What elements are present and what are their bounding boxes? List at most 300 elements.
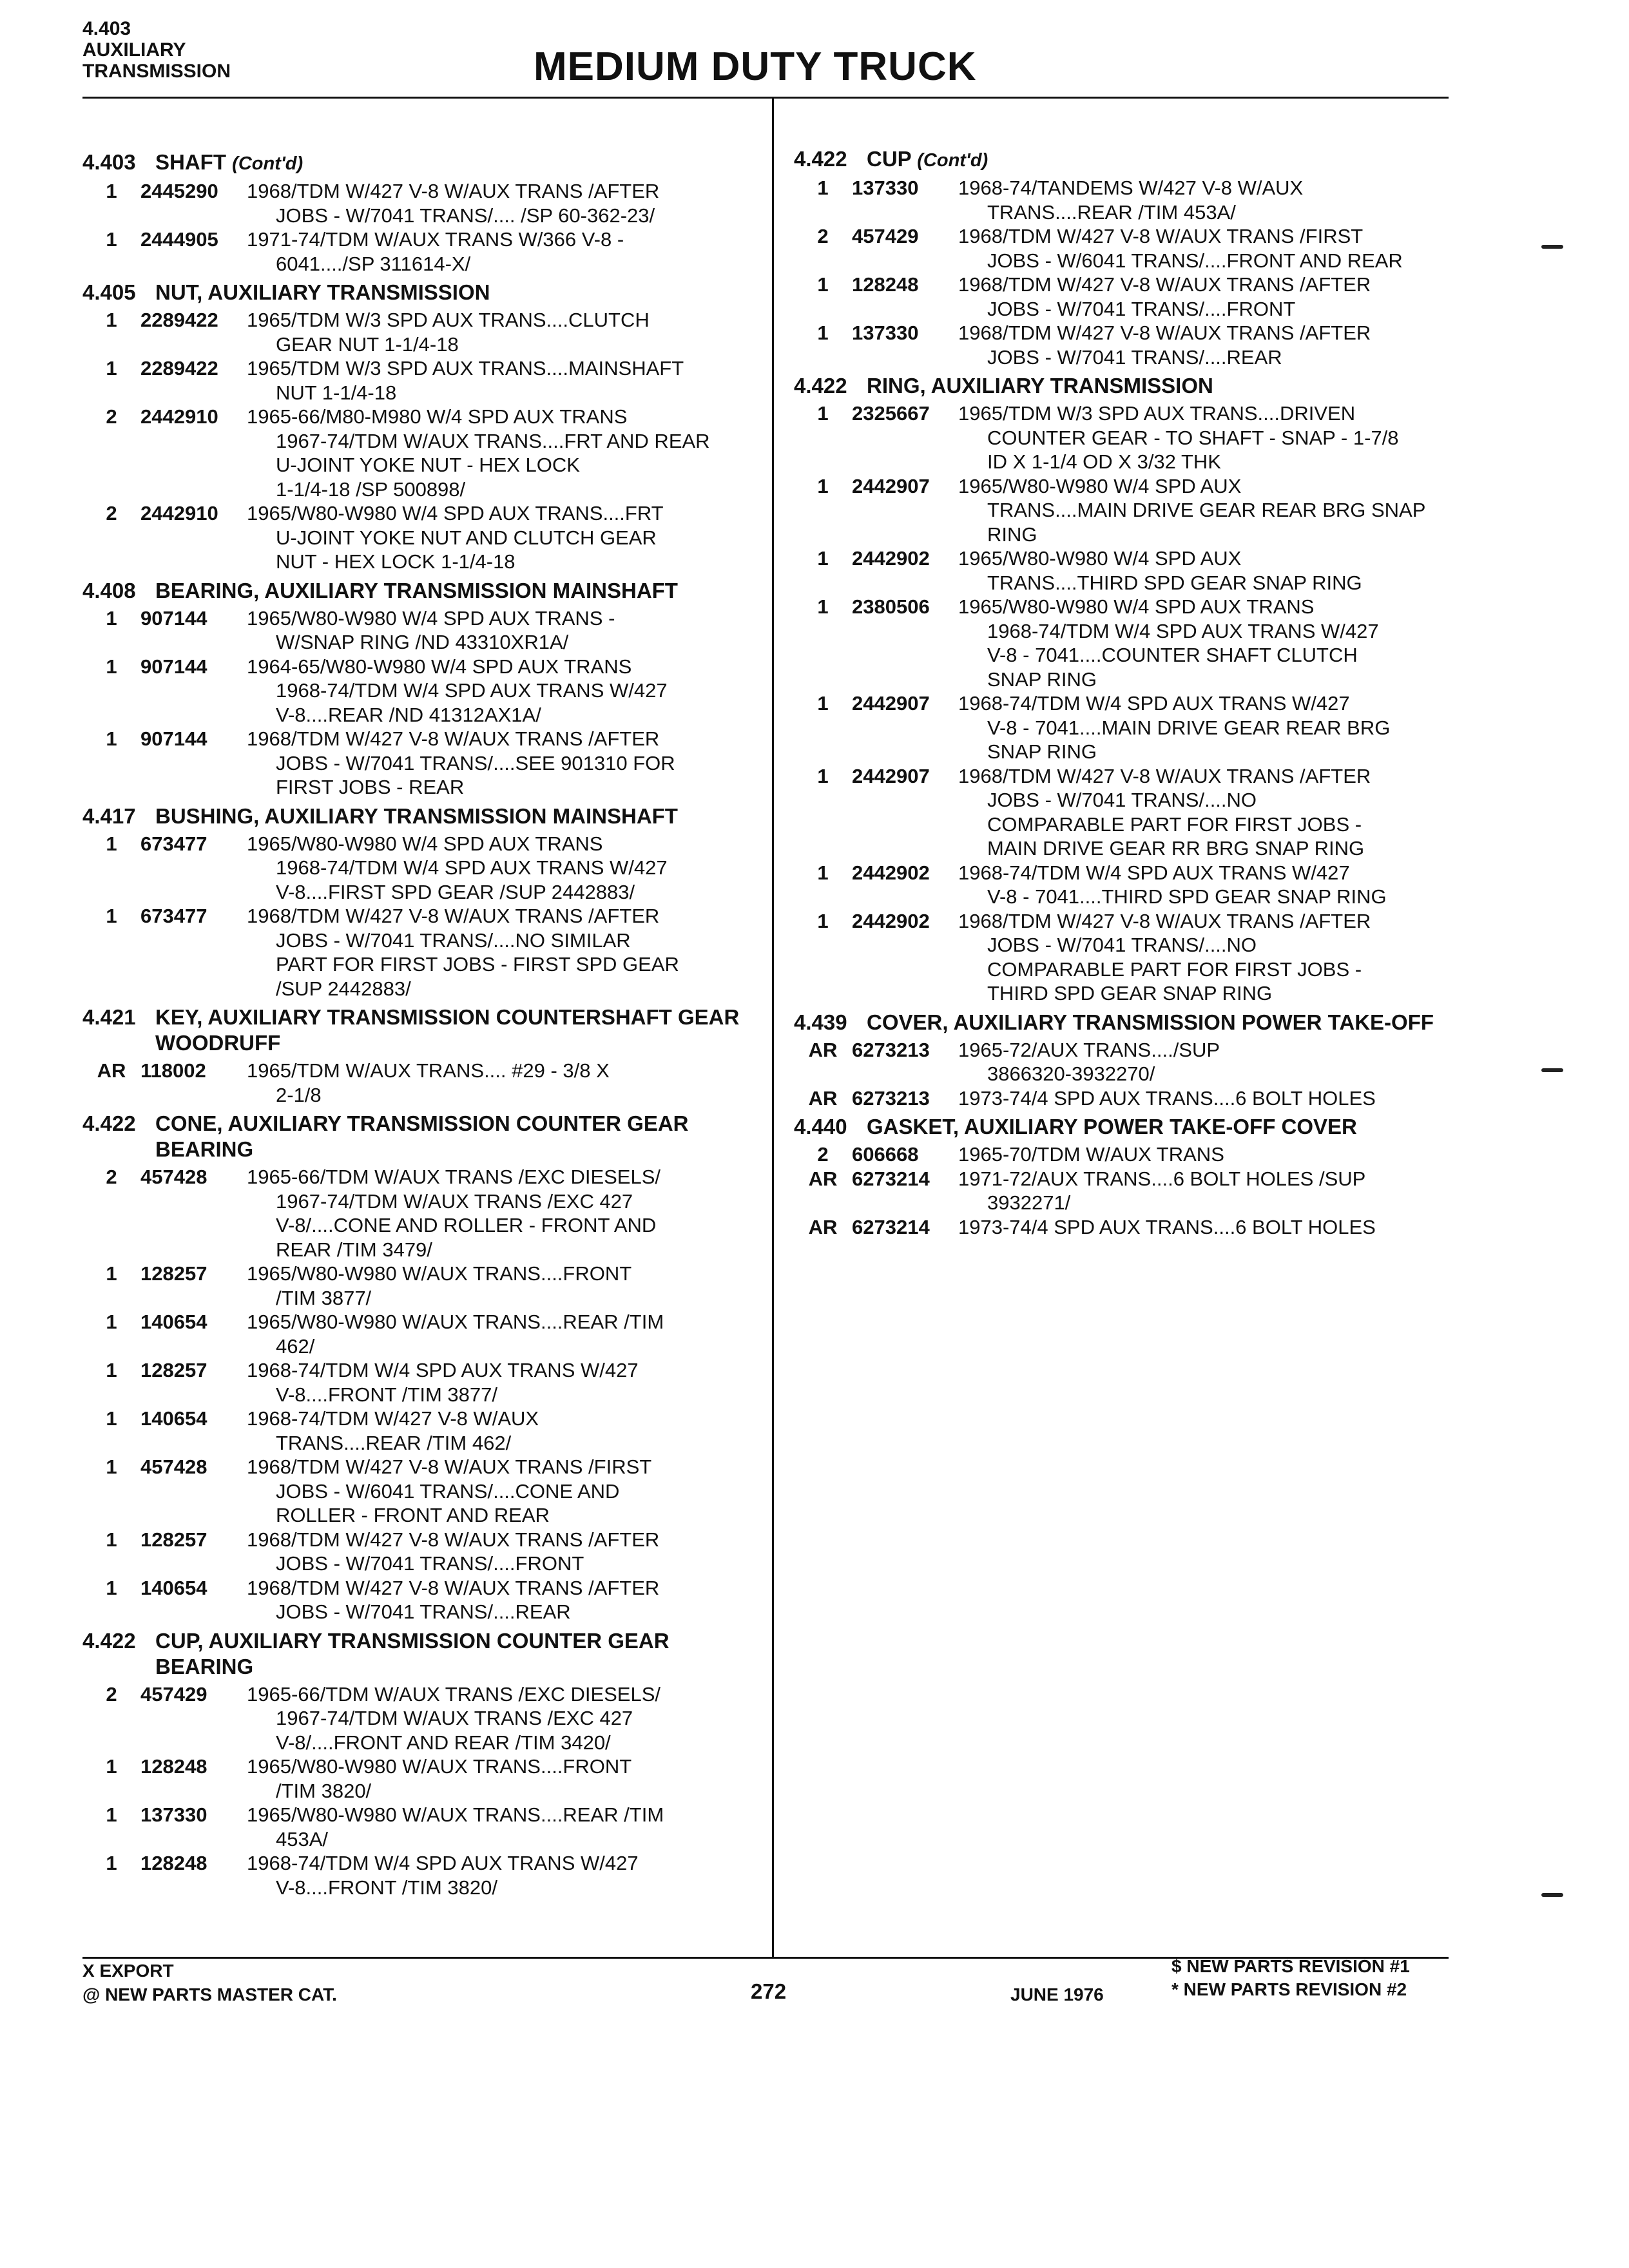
quantity: 1 (106, 905, 117, 927)
part-row (82, 727, 756, 800)
part-description (958, 1215, 1451, 1240)
description-line: V-8....REAR /ND 41312AX1A/ (276, 703, 541, 726)
quantity: AR (97, 1059, 126, 1082)
description-line: 1967-74/TDM W/AUX TRANS....FRT AND REAR (276, 429, 710, 452)
description-line: 1965-66/TDM W/AUX TRANS /EXC DIESELS/ (247, 1166, 661, 1188)
part-description (247, 1455, 756, 1528)
description-line: 1968-74/TDM W/4 SPD AUX TRANS W/427 (247, 1359, 639, 1381)
quantity: 2 (817, 1143, 829, 1166)
part-description (958, 909, 1451, 1006)
description-line: 1965/W80-W980 W/4 SPD AUX (958, 474, 1242, 497)
part-description (958, 401, 1451, 474)
section-title (155, 803, 756, 829)
quantity: 1 (106, 1528, 117, 1551)
part-description (958, 1167, 1451, 1215)
quantity: 1 (106, 832, 117, 855)
part-number: 2289422 (140, 309, 218, 331)
description-line: JOBS - W/7041 TRANS/....NO (987, 789, 1257, 811)
description-line: 1968/TDM W/427 V-8 W/AUX TRANS /FIRST (958, 225, 1364, 247)
part-description (247, 1407, 756, 1455)
description-line: JOBS - W/7041 TRANS/....REAR (987, 345, 1282, 369)
part-row (82, 1358, 756, 1407)
description-line: 1968-74/TANDEMS W/427 V-8 W/AUX (958, 177, 1304, 199)
description-line: JOBS - W/7041 TRANS/....FRONT (276, 1552, 584, 1575)
part-row (82, 606, 756, 655)
section-title (155, 280, 756, 305)
part-number: 2442910 (140, 405, 218, 428)
part-description (958, 764, 1451, 861)
part-number: 128257 (140, 1262, 207, 1285)
description-line: 1973-74/4 SPD AUX TRANS....6 BOLT HOLES (958, 1215, 1376, 1238)
section-code: 4.439 (794, 1010, 847, 1034)
section-title-text: BUSHING, AUXILIARY TRANSMISSION MAINSHAFT (155, 803, 678, 828)
part-number: 673477 (140, 832, 207, 855)
quantity: 1 (106, 228, 117, 251)
description-line: V-8 - 7041....COUNTER SHAFT CLUTCH (987, 644, 1358, 666)
quantity: 1 (106, 1456, 117, 1478)
description-line: GEAR NUT 1-1/4-18 (276, 332, 459, 356)
section-title (155, 1004, 756, 1056)
description-line: 1968-74/TDM W/4 SPD AUX TRANS W/427 (247, 1852, 639, 1874)
parts-section (82, 1628, 756, 1900)
part-number: 2325667 (852, 402, 930, 425)
quantity: 2 (106, 405, 117, 428)
description-line: 1965/W80-W980 W/4 SPD AUX TRANS (958, 595, 1315, 618)
part-number: 118002 (140, 1059, 206, 1082)
description-line: 2-1/8 (276, 1083, 322, 1106)
part-number: 2442902 (852, 861, 930, 884)
section-code: 4.405 (82, 280, 136, 304)
part-number: 673477 (140, 905, 207, 927)
part-row (794, 1038, 1451, 1086)
part-description (247, 832, 756, 905)
description-line: 1964-65/W80-W980 W/4 SPD AUX TRANS (247, 655, 632, 678)
part-row (794, 1142, 1451, 1167)
part-row (794, 909, 1451, 1006)
section-code: 4.422 (794, 147, 847, 171)
section-title (867, 1010, 1451, 1035)
footer-master-note: @ NEW PARTS MASTER CAT. (82, 1984, 337, 2004)
description-line: 1971-74/TDM W/AUX TRANS W/366 V-8 - (247, 228, 624, 251)
part-description (247, 1262, 756, 1310)
right-column (794, 142, 1451, 1239)
section-heading (82, 578, 756, 604)
description-line: 1968-74/TDM W/4 SPD AUX TRANS W/427 (276, 856, 668, 879)
quantity: 1 (106, 1359, 117, 1381)
part-row (82, 501, 756, 574)
description-line: 1-1/4-18 /SP 500898/ (276, 477, 466, 501)
description-line: V-8 - 7041....MAIN DRIVE GEAR REAR BRG (987, 716, 1391, 739)
description-line: FIRST JOBS - REAR (276, 776, 465, 798)
part-row (82, 179, 756, 227)
description-line: JOBS - W/6041 TRANS/....FRONT AND REAR (987, 249, 1403, 272)
quantity: 1 (817, 692, 829, 715)
part-number: 2445290 (140, 180, 218, 202)
part-row (794, 474, 1451, 547)
part-number: 2289422 (140, 357, 218, 380)
part-number: 606668 (852, 1143, 919, 1166)
part-description (247, 356, 756, 405)
section-title (155, 149, 756, 177)
revision-mark (1541, 1893, 1563, 1897)
part-number: 2442907 (852, 692, 930, 715)
part-number: 2444905 (140, 228, 218, 251)
part-row (82, 655, 756, 727)
description-line: MAIN DRIVE GEAR RR BRG SNAP RING (987, 837, 1365, 860)
part-row (794, 1086, 1451, 1111)
part-description (247, 1682, 756, 1755)
part-number: 128248 (140, 1755, 207, 1778)
description-line: 1965/W80-W980 W/4 SPD AUX (958, 547, 1242, 570)
description-line: 453A/ (276, 1827, 329, 1850)
section-heading (82, 1004, 756, 1056)
revision-mark (1541, 245, 1563, 249)
part-number: 2442907 (852, 474, 930, 497)
parts-section (82, 1004, 756, 1107)
quantity: 1 (106, 727, 117, 750)
part-number: 907144 (140, 606, 207, 629)
parts-section (82, 1111, 756, 1624)
part-row (82, 1851, 756, 1899)
section-title-text: CUP, AUXILIARY TRANSMISSION COUNTER GEAR BEARING (155, 1628, 670, 1678)
description-line: 1965-66/TDM W/AUX TRANS /EXC DIESELS/ (247, 1682, 661, 1706)
description-line: JOBS - W/7041 TRANS/....NO (987, 934, 1257, 956)
description-line: 1965/W80-W980 W/4 SPD AUX TRANS (247, 832, 603, 855)
description-line: PART FOR FIRST JOBS - FIRST SPD GEAR (276, 953, 679, 975)
quantity: AR (808, 1167, 838, 1190)
part-description (247, 1059, 756, 1107)
part-row (82, 1310, 756, 1358)
quantity: 1 (106, 309, 117, 331)
description-line: 1968/TDM W/427 V-8 W/AUX TRANS /AFTER (247, 180, 660, 202)
parts-section (794, 373, 1451, 1006)
description-line: JOBS - W/7041 TRANS/....FRONT (987, 297, 1296, 320)
part-description (958, 176, 1451, 224)
part-row (794, 273, 1451, 321)
part-description (247, 1851, 756, 1899)
continued-label: (Cont'd) (917, 150, 988, 171)
description-line: 1968-74/TDM W/4 SPD AUX TRANS W/427 (987, 619, 1379, 642)
description-line: COUNTER GEAR - TO SHAFT - SNAP - 1-7/8 (987, 426, 1399, 449)
part-number: 128257 (140, 1359, 207, 1381)
quantity: 1 (106, 1803, 117, 1826)
description-line: U-JOINT YOKE NUT - HEX LOCK (276, 454, 580, 476)
description-line: 1965-66/M80-M980 W/4 SPD AUX TRANS (247, 405, 628, 428)
part-number: 6273214 (852, 1167, 930, 1190)
description-line: TRANS....MAIN DRIVE GEAR REAR BRG SNAP (987, 499, 1426, 521)
part-row (794, 861, 1451, 909)
description-line: JOBS - W/6041 TRANS/....CONE AND (276, 1479, 620, 1503)
description-line: 1965/TDM W/3 SPD AUX TRANS....CLUTCH (247, 309, 650, 331)
section-code: 4.421 (82, 1005, 136, 1029)
section-title-text: COVER, AUXILIARY TRANSMISSION POWER TAKE-OFF (867, 1010, 1434, 1034)
part-row (82, 832, 756, 905)
description-line: V-8....FRONT /TIM 3820/ (276, 1876, 497, 1899)
description-line: 1967-74/TDM W/AUX TRANS /EXC 427 (276, 1707, 633, 1729)
section-header (82, 18, 231, 82)
part-row (794, 224, 1451, 273)
quantity: 1 (817, 402, 829, 425)
continued-label: (Cont'd) (232, 153, 304, 174)
part-description (247, 1803, 756, 1851)
section-title (155, 1628, 756, 1680)
quantity: 1 (106, 1852, 117, 1874)
description-line: 1965-70/TDM W/AUX TRANS (958, 1143, 1224, 1166)
description-line: COMPARABLE PART FOR FIRST JOBS - (987, 957, 1362, 981)
part-row (82, 1528, 756, 1576)
section-heading (794, 373, 1451, 399)
section-code: 4.417 (82, 803, 136, 828)
parts-section (82, 578, 756, 800)
part-row (82, 1059, 756, 1107)
description-line: /TIM 3820/ (276, 1779, 372, 1802)
part-number: 2442907 (852, 764, 930, 787)
part-number: 128248 (852, 273, 919, 296)
left-column (82, 146, 756, 1899)
section-title-text: CONE, AUXILIARY TRANSMISSION COUNTER GEAR BEARING (155, 1111, 689, 1161)
part-row (82, 1803, 756, 1851)
description-line: JOBS - W/7041 TRANS/.... /SP 60-362-23/ (276, 204, 655, 227)
part-row (794, 595, 1451, 691)
quantity: 1 (817, 547, 829, 570)
part-description (958, 474, 1451, 547)
quantity: 1 (817, 322, 829, 344)
description-line: TRANS....REAR /TIM 462/ (276, 1431, 512, 1454)
section-code: 4.403 (82, 150, 136, 174)
part-description (958, 861, 1451, 909)
part-row (82, 1682, 756, 1755)
part-row (794, 764, 1451, 861)
part-number: 457428 (140, 1456, 207, 1478)
part-number: 2380506 (852, 595, 930, 618)
description-line: 1968-74/TDM W/4 SPD AUX TRANS W/427 (958, 692, 1350, 715)
section-code: 4.422 (82, 1628, 136, 1653)
section-heading (82, 149, 756, 177)
quantity: 1 (817, 909, 829, 932)
section-number: 4.403 (82, 18, 131, 39)
parts-section (794, 1114, 1451, 1239)
part-number: 2442910 (140, 502, 218, 524)
description-line: ID X 1-1/4 OD X 3/32 THK (987, 450, 1221, 473)
description-line: 3932271/ (987, 1191, 1071, 1214)
part-row (794, 1215, 1451, 1240)
description-line: U-JOINT YOKE NUT AND CLUTCH GEAR (276, 526, 657, 549)
description-line: 1965/W80-W980 W/4 SPD AUX TRANS....FRT (247, 502, 664, 524)
page-number: 272 (751, 1979, 787, 2003)
part-description (247, 405, 756, 501)
description-line: V-8/....CONE AND ROLLER - FRONT AND (276, 1214, 657, 1236)
section-title-text: SHAFT (155, 150, 226, 174)
quantity: 1 (106, 180, 117, 202)
part-row (794, 176, 1451, 224)
part-number: 137330 (140, 1803, 207, 1826)
quantity: 1 (106, 1311, 117, 1333)
description-line: 1968-74/TDM W/427 V-8 W/AUX (247, 1407, 539, 1430)
part-number: 457428 (140, 1166, 207, 1188)
part-number: 457429 (852, 225, 919, 247)
description-line: JOBS - W/7041 TRANS/....SEE 901310 FOR (276, 751, 675, 774)
quantity: AR (808, 1215, 838, 1238)
description-line: 1968/TDM W/427 V-8 W/AUX TRANS /AFTER (958, 909, 1371, 932)
quantity: 1 (106, 1407, 117, 1430)
section-code: 4.440 (794, 1115, 847, 1139)
footer-date: JUNE 1976 (1010, 1984, 1104, 2004)
column-divider (772, 99, 774, 1957)
description-line: JOBS - W/7041 TRANS/....NO SIMILAR (276, 928, 631, 952)
part-row (794, 321, 1451, 369)
part-number: 6273213 (852, 1086, 930, 1110)
section-heading (82, 1111, 756, 1162)
section-title-text: NUT, AUXILIARY TRANSMISSION (155, 280, 490, 304)
quantity: 1 (817, 595, 829, 618)
description-line: 1965/W80-W980 W/AUX TRANS....REAR /TIM (247, 1803, 664, 1826)
part-number: 128248 (140, 1852, 207, 1874)
description-line: NUT 1-1/4-18 (276, 381, 397, 404)
part-description (247, 1310, 756, 1358)
parts-section (794, 146, 1451, 369)
header-rule (82, 97, 1449, 99)
description-line: 1965/W80-W980 W/4 SPD AUX TRANS - (247, 606, 615, 629)
footer-revision-1: $ NEW PARTS REVISION #1 (1171, 1956, 1410, 1976)
description-line: COMPARABLE PART FOR FIRST JOBS - (987, 812, 1362, 836)
section-heading (794, 146, 1451, 173)
part-row (82, 904, 756, 1001)
description-line: 1965/W80-W980 W/AUX TRANS....REAR /TIM (247, 1311, 664, 1333)
section-code: 4.422 (82, 1111, 136, 1135)
description-line: /TIM 3877/ (276, 1286, 372, 1309)
description-line: SNAP RING (987, 668, 1097, 691)
description-line: ROLLER - FRONT AND REAR (276, 1504, 550, 1526)
part-number: 6273214 (852, 1215, 930, 1238)
part-row (82, 308, 756, 356)
part-description (247, 606, 756, 655)
revision-mark (1541, 1068, 1563, 1072)
section-heading (82, 803, 756, 829)
description-line: 1965/TDM W/AUX TRANS.... #29 - 3/8 X (247, 1059, 610, 1082)
part-number: 907144 (140, 727, 207, 750)
part-description (247, 179, 756, 227)
part-number: 907144 (140, 655, 207, 678)
description-line: 1965/W80-W980 W/AUX TRANS....FRONT (247, 1755, 632, 1778)
description-line: 1968-74/TDM W/4 SPD AUX TRANS W/427 (958, 861, 1350, 884)
parts-section (82, 280, 756, 574)
parts-section (82, 149, 756, 276)
part-row (82, 1262, 756, 1310)
part-description (958, 1142, 1451, 1167)
part-description (958, 1038, 1451, 1086)
quantity: 1 (106, 1755, 117, 1778)
description-line: TRANS....THIRD SPD GEAR SNAP RING (987, 571, 1362, 594)
part-description (247, 1754, 756, 1803)
part-row (794, 401, 1451, 474)
description-line: 1968/TDM W/427 V-8 W/AUX TRANS /AFTER (958, 764, 1371, 787)
quantity: 1 (106, 357, 117, 380)
quantity: 1 (106, 655, 117, 678)
section-title (867, 1114, 1451, 1140)
description-line: V-8....FRONT /TIM 3877/ (276, 1383, 497, 1406)
description-line: V-8 - 7041....THIRD SPD GEAR SNAP RING (987, 885, 1387, 908)
description-line: REAR /TIM 3479/ (276, 1238, 432, 1261)
part-number: 6273213 (852, 1038, 930, 1061)
page-title: MEDIUM DUTY TRUCK (534, 44, 977, 89)
parts-section (794, 1010, 1451, 1111)
part-description (958, 1086, 1451, 1111)
part-row (82, 1455, 756, 1528)
part-row (82, 1754, 756, 1803)
description-line: 1968-74/TDM W/4 SPD AUX TRANS W/427 (276, 679, 668, 702)
section-title-text: KEY, AUXILIARY TRANSMISSION COUNTERSHAFT GEAR WOODRUFF (155, 1005, 740, 1055)
quantity: 2 (106, 1682, 117, 1706)
description-line: V-8....FIRST SPD GEAR /SUP 2442883/ (276, 880, 635, 903)
part-row (82, 227, 756, 276)
description-line: 1968/TDM W/427 V-8 W/AUX TRANS /AFTER (247, 905, 660, 927)
description-line: 6041..../SP 311614-X/ (276, 252, 471, 275)
part-row (794, 691, 1451, 764)
part-description (247, 501, 756, 574)
description-line: TRANS....REAR /TIM 453A/ (987, 200, 1236, 224)
part-number: 457429 (140, 1682, 207, 1706)
part-number: 128257 (140, 1528, 207, 1551)
description-line: NUT - HEX LOCK 1-1/4-18 (276, 550, 516, 573)
part-number: 140654 (140, 1407, 207, 1430)
part-row (794, 1167, 1451, 1215)
part-row (794, 546, 1451, 595)
section-heading (82, 280, 756, 305)
description-line: 1968/TDM W/427 V-8 W/AUX TRANS /AFTER (247, 1528, 660, 1551)
part-row (82, 1407, 756, 1455)
part-row (82, 1165, 756, 1262)
part-row (82, 1576, 756, 1624)
part-row (82, 405, 756, 501)
part-number: 140654 (140, 1311, 207, 1333)
part-description (247, 1576, 756, 1624)
section-heading (794, 1010, 1451, 1035)
description-line: 3866320-3932270/ (987, 1062, 1155, 1085)
quantity: 1 (817, 861, 829, 884)
section-name-line1: AUXILIARY (82, 39, 186, 61)
quantity: 1 (817, 177, 829, 199)
quantity: 1 (106, 1576, 117, 1599)
section-title (155, 1111, 756, 1162)
quantity: 2 (106, 502, 117, 524)
description-line: 1968/TDM W/427 V-8 W/AUX TRANS /AFTER (247, 727, 660, 750)
description-line: 462/ (276, 1334, 315, 1358)
description-line: V-8/....FRONT AND REAR /TIM 3420/ (276, 1731, 611, 1754)
description-line: 1973-74/4 SPD AUX TRANS....6 BOLT HOLES (958, 1086, 1376, 1110)
part-description (247, 227, 756, 276)
section-title-text: BEARING, AUXILIARY TRANSMISSION MAINSHAFT (155, 578, 678, 602)
description-line: THIRD SPD GEAR SNAP RING (987, 982, 1273, 1004)
description-line: 1971-72/AUX TRANS....6 BOLT HOLES /SUP (958, 1167, 1366, 1190)
part-description (247, 655, 756, 727)
part-number: 2442902 (852, 547, 930, 570)
description-line: JOBS - W/7041 TRANS/....REAR (276, 1600, 571, 1623)
section-code: 4.422 (794, 374, 847, 398)
part-description (247, 727, 756, 800)
part-number: 137330 (852, 322, 919, 344)
part-description (247, 1528, 756, 1576)
section-title (867, 373, 1451, 399)
quantity: 1 (817, 474, 829, 497)
part-description (247, 1358, 756, 1407)
section-title-text: GASKET, AUXILIARY POWER TAKE-OFF COVER (867, 1115, 1357, 1139)
quantity: 2 (106, 1166, 117, 1188)
part-description (247, 904, 756, 1001)
description-line: 1965-72/AUX TRANS..../SUP (958, 1038, 1220, 1061)
description-line: 1968/TDM W/427 V-8 W/AUX TRANS /AFTER (958, 322, 1371, 344)
description-line: /SUP 2442883/ (276, 977, 411, 1000)
description-line: 1967-74/TDM W/AUX TRANS /EXC 427 (276, 1189, 633, 1213)
